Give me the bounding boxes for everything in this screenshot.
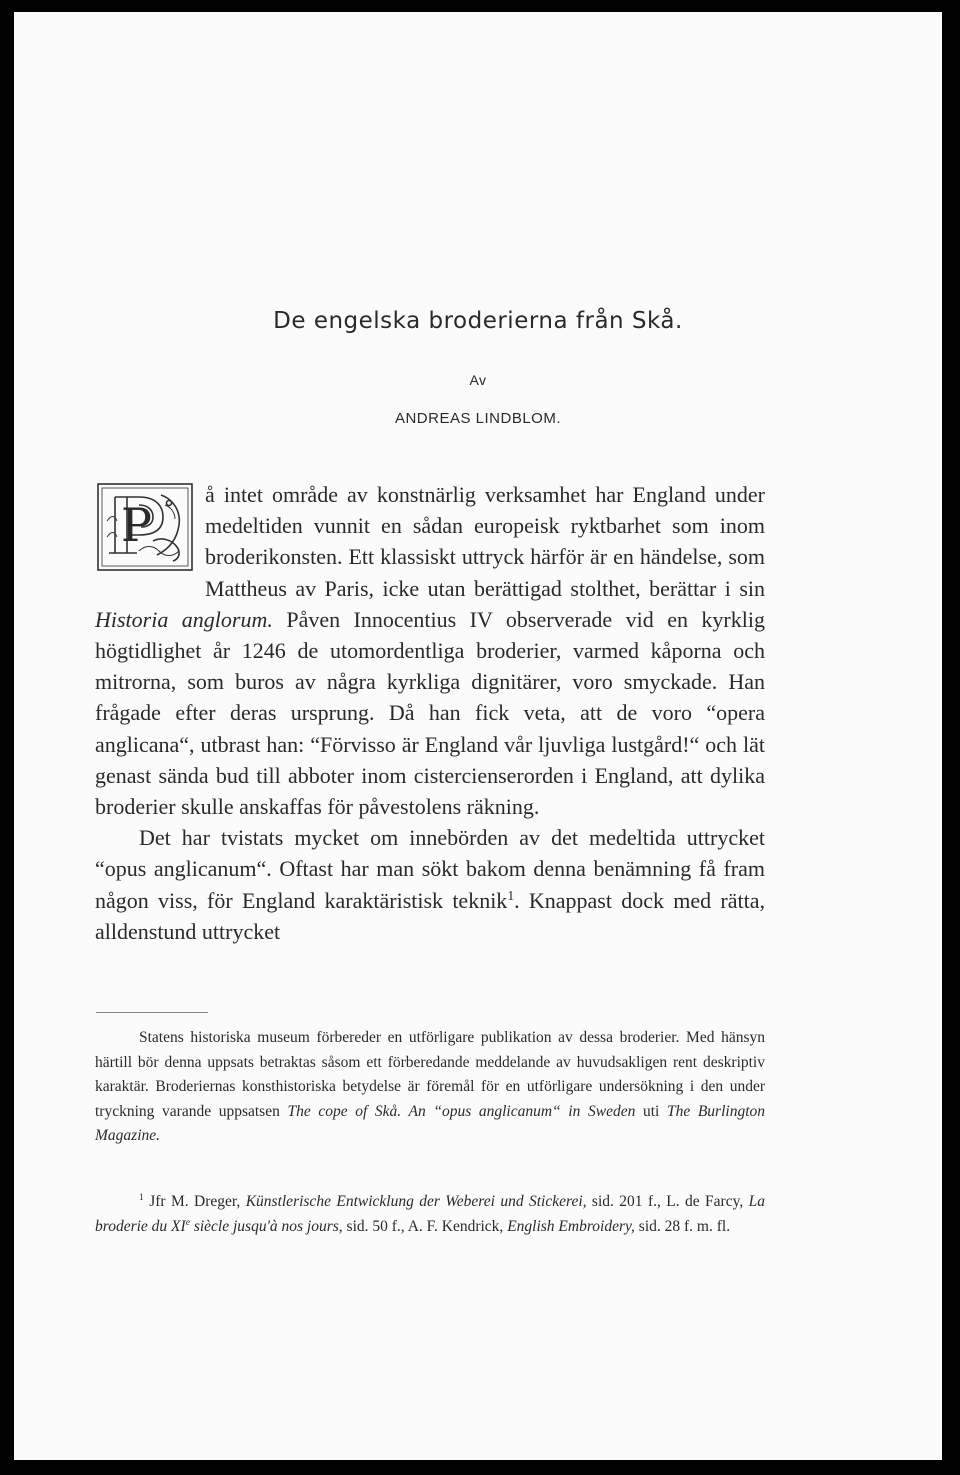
note-italic-title: The cope of Skå. An “opus anglicanum“ in Sweden [287, 1102, 636, 1120]
footnote-number: 1 [139, 1192, 144, 1204]
paragraph-2-text-cont: . Knappast dock med rätta, alldenstund uttrycket [95, 887, 765, 944]
paragraph-2-text: Det har tvistats mycket om innebörden av det medeltida uttrycket “opus anglicanum“. Oftast har man sökt bakom denna benämning få fram någon viss, för England karaktäristisk teknik [95, 825, 765, 913]
footnote [95, 1190, 765, 1239]
note-text: Statens historiska museum förbereder en utförligare publikation av dessa broderier. Med hänsyn härtill bör denna uppsats betraktas såsom ett förberedande meddelande av huvudsakligen rent deskriptiv karaktär. Broderiernas konsthistoriska betydelse är föremål för en utförligare undersökning i den under tryckning varande uppsatsen [95, 1029, 765, 1120]
author-name: ANDREAS LINDBLOM. [394, 410, 562, 427]
footnote-separator [96, 1012, 208, 1013]
svg-text:P: P [121, 498, 152, 552]
footnote-title-2-sup: e [185, 1216, 190, 1228]
article-title: De engelska broderierna från Skå. [273, 308, 683, 334]
footnote-title-1: Künstlerische Entwicklung der Weberei und Stickerei, [245, 1193, 587, 1210]
footnote-title-2-a: La broderie du XI [95, 1193, 765, 1235]
body-text [95, 479, 765, 947]
note-text-uti: uti [635, 1102, 667, 1120]
footnote-title-3: English Embroidery, [507, 1217, 635, 1235]
paragraph-1-text-cont: Påven Innocentius IV observerade vid en kyrklig högtidlighet år 1246 de utomordentliga broderier, varmed kåporna och mitrorna, som buros av några kyrkliga dignitärer, voro smyckade. Han frågade efter deras ursprung. Då han fick veta, att de voro “opera anglicana“, utbrast han: “Förvisso är England vår ljuvliga lustgård!“ och lät genast sända bud till abboter inom cistercienserorden i England, att dylika broderier skulle anskaffas för påvestolens räkning. [95, 606, 765, 820]
note-journal-title: The Burlington Magazine. [95, 1102, 766, 1145]
paragraph-1-text: å intet område av konstnärlig verksamhet har England under medeltiden vunnit en sådan europeisk ryktbarhet som inom broderikonsten. Ett klassiskt uttryck härför är en händelse, som Mattheus av Paris, icke utan berättigad stolthet, berättar i sin [205, 482, 765, 601]
footnote-text-1: Jfr M. Dreger, [143, 1193, 246, 1210]
paragraph-2 [95, 822, 765, 947]
byline: Av [469, 372, 487, 388]
footnote-text-2: sid. 201 f., L. de Farcy, [586, 1193, 749, 1210]
footnote-title-2-b: siècle jusqu'à nos jours, [189, 1217, 343, 1235]
page [14, 12, 942, 1460]
editorial-note-text [95, 1026, 765, 1149]
decorated-initial-icon [95, 481, 195, 573]
footnote-text-4: sid. 28 f. m. fl. [634, 1217, 731, 1235]
footnote-ref[interactable]: 1 [507, 887, 515, 903]
footnote-text [95, 1190, 765, 1239]
paragraph-1 [95, 479, 765, 822]
work-title-historia: Historia anglorum. [95, 606, 273, 632]
editorial-note [95, 1026, 765, 1149]
footnote-text-3: sid. 50 f., A. F. Kendrick, [342, 1217, 508, 1235]
